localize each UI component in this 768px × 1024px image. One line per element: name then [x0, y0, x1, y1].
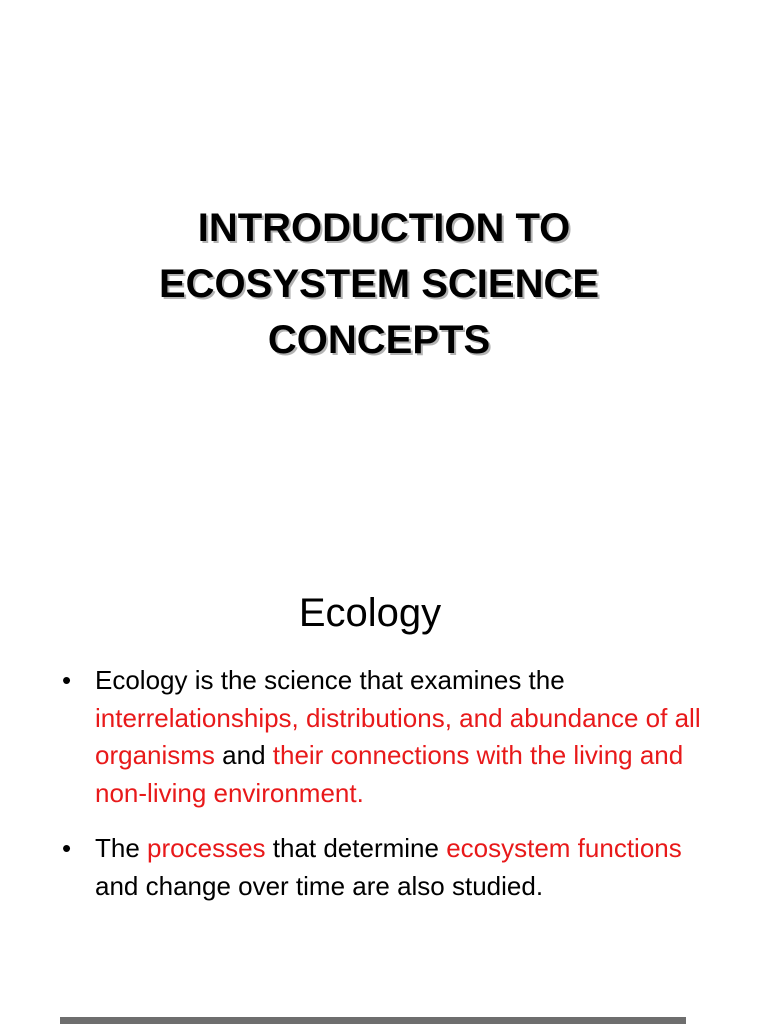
slide-title-line-1: INTRODUCTION TO [197, 206, 571, 250]
bullet-dot-icon: • [62, 833, 72, 863]
bullet-text: and change over time are also studied. [95, 870, 544, 901]
bullet-item-ecology-definition [62, 662, 702, 812]
section-heading: Ecology [298, 591, 442, 635]
slide-title-line-3: CONCEPTS [267, 318, 491, 362]
bullet-text: that determine [265, 833, 447, 863]
bullet-highlight: interrelationships, distributions, and abundance of all organisms [95, 702, 701, 770]
slide-title [0, 200, 768, 368]
bullet-text: The [95, 833, 148, 863]
bullet-item-processes [62, 830, 702, 905]
bullet-text: Ecology is the science that examines the [95, 665, 565, 695]
bullet-list [62, 662, 702, 923]
bullet-highlight: their connections with the living and non-living environment. [95, 740, 684, 808]
bullet-dot-icon: • [62, 665, 72, 695]
bullet-highlight: ecosystem functions [446, 833, 682, 863]
slide-title-line-2: ECOSYSTEM SCIENCE [158, 262, 600, 306]
footer-divider-bar [60, 1017, 686, 1024]
bullet-text: and [214, 740, 273, 770]
bullet-highlight: processes [147, 833, 266, 863]
